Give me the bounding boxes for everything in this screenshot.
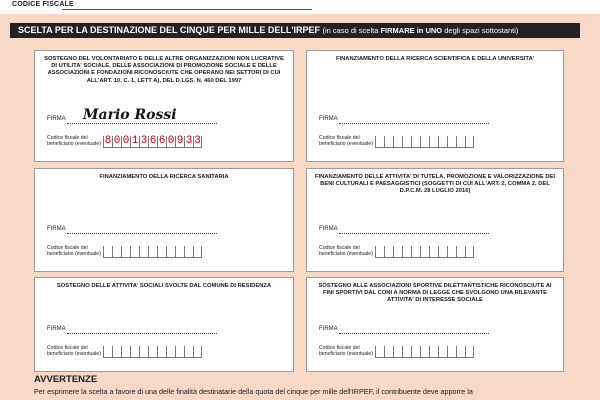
beneficiary-box [34, 168, 294, 272]
beneficiary-box [306, 50, 564, 162]
codice-fiscale-beneficiario-label: Codice fiscale del beneficiario (eventuale) [47, 245, 101, 257]
digit-cell[interactable] [411, 136, 420, 147]
codice-fiscale-field[interactable] [62, 9, 312, 10]
digit-cell[interactable]: 6 [149, 135, 157, 147]
firma-label: FIRMA [319, 326, 338, 332]
firma-label: FIRMA [47, 116, 66, 122]
digit-cell[interactable] [429, 346, 438, 357]
firma-label: FIRMA [319, 226, 338, 232]
section-note: (in caso di scelta FIRMARE in UNO degli spazi sottostanti) [322, 26, 519, 35]
signature-field[interactable] [339, 123, 489, 124]
digit-cell[interactable] [130, 346, 139, 357]
digit-cell[interactable]: 3 [140, 135, 148, 147]
digit-cell[interactable] [384, 346, 393, 357]
digit-cell[interactable] [112, 246, 121, 257]
signature-field[interactable] [339, 233, 489, 234]
digit-cell[interactable]: 0 [167, 135, 175, 147]
digit-cell[interactable] [465, 246, 474, 257]
digit-cell[interactable]: 3 [194, 135, 201, 147]
digit-cell[interactable] [184, 346, 193, 357]
digit-cell[interactable] [130, 246, 139, 257]
signature-field[interactable] [67, 123, 217, 124]
codice-fiscale-digits[interactable] [375, 136, 474, 148]
digit-cell[interactable] [402, 346, 411, 357]
digit-cell[interactable] [148, 346, 157, 357]
digit-cell[interactable] [402, 136, 411, 147]
digit-cell[interactable]: 9 [176, 135, 184, 147]
codice-fiscale-beneficiario-label: Codice fiscale del beneficiario (eventuale) [319, 245, 373, 257]
digit-cell[interactable]: 3 [185, 135, 193, 147]
digit-cell[interactable] [447, 246, 456, 257]
digit-cell[interactable] [438, 136, 447, 147]
digit-cell[interactable] [447, 346, 456, 357]
box-title: SOSTEGNO DEL VOLONTARIATO E DELLE ALTRE ORGANIZZAZIONI NON LUCRATIVE DI UTILITA' SOCIALE, DELLE ASSOCIAZIONI DI PROMOZIONE SOCIALE E DELLE ASSOCIAZIONI E FONDAZIONI RICONOSCIUTE CHE OPERANO NEI SETTORI DI CUI ALL'ART. 10, C. 1, LETT A), DEL D.LGS. N. 460 DEL 1997 [44, 56, 284, 84]
codice-fiscale-digits[interactable] [375, 246, 474, 258]
box-title: SOSTEGNO DELLE ATTIVITA' SOCIALI SVOLTE DAL COMUNE DI RESIDENZA [56, 283, 272, 289]
digit-cell[interactable] [447, 136, 456, 147]
box-title: FINANZIAMENTO DELLA RICERCA SANITARIA [99, 174, 229, 180]
digit-cell[interactable] [148, 246, 157, 257]
codice-fiscale-beneficiario-label: Codice fiscale del beneficiario (eventuale) [47, 135, 101, 147]
digit-cell[interactable] [175, 246, 184, 257]
digit-cell[interactable] [193, 346, 202, 357]
digit-cell[interactable] [139, 246, 148, 257]
beneficiary-box [34, 277, 294, 372]
digit-cell[interactable] [157, 346, 166, 357]
digit-cell[interactable] [103, 246, 112, 257]
digit-cell[interactable] [438, 346, 447, 357]
digit-cell[interactable] [375, 246, 384, 257]
digit-cell[interactable]: 6 [158, 135, 166, 147]
signature-field[interactable] [67, 233, 217, 234]
digit-cell[interactable] [393, 346, 402, 357]
codice-fiscale-digits[interactable] [103, 346, 202, 358]
digit-cell[interactable] [456, 246, 465, 257]
firma-label: FIRMA [319, 116, 338, 122]
signature-field[interactable] [339, 333, 489, 334]
digit-cell[interactable] [393, 246, 402, 257]
digit-cell[interactable] [411, 346, 420, 357]
digit-cell[interactable] [429, 136, 438, 147]
codice-fiscale-label: CODICE FISCALE [12, 1, 74, 8]
avvertenze-text: Per esprimere la scelta a favore di una delle finalità destinatarie della quota del cinque per mille dell'IRPEF, il contribuente deve apporre la [34, 387, 473, 396]
digit-cell[interactable] [402, 246, 411, 257]
digit-cell[interactable] [184, 246, 193, 257]
digit-cell[interactable] [384, 136, 393, 147]
digit-cell[interactable] [375, 136, 384, 147]
avvertenze-title: AVVERTENZE [34, 374, 98, 385]
beneficiary-box [306, 277, 564, 372]
digit-cell[interactable] [465, 136, 474, 147]
digit-cell[interactable] [456, 346, 465, 357]
beneficiary-box [34, 50, 294, 162]
digit-cell[interactable] [121, 246, 130, 257]
codice-fiscale-digits[interactable] [103, 246, 202, 258]
digit-cell[interactable] [166, 346, 175, 357]
digit-cell[interactable] [411, 246, 420, 257]
digit-cell[interactable] [112, 346, 121, 357]
digit-cell[interactable] [139, 346, 148, 357]
top-strip [0, 0, 600, 14]
beneficiary-box [306, 168, 564, 272]
codice-fiscale-digits[interactable] [103, 136, 202, 148]
section-title: SCELTA PER LA DESTINAZIONE DEL CINQUE PER MILLE DELL'IRPEF [18, 25, 320, 35]
digit-cell[interactable] [166, 246, 175, 257]
digit-cell[interactable]: 8 [104, 135, 112, 147]
digit-cell[interactable]: 0 [113, 135, 121, 147]
digit-cell[interactable] [175, 346, 184, 357]
box-title: FINANZIAMENTO DELLA RICERCA SCIENTIFICA E DELLA UNIVERSITA' [335, 56, 535, 62]
digit-cell[interactable] [429, 246, 438, 257]
codice-fiscale-beneficiario-label: Codice fiscale del beneficiario (eventuale) [47, 345, 101, 357]
digit-cell[interactable] [420, 346, 429, 357]
digit-cell[interactable] [157, 246, 166, 257]
digit-cell[interactable] [420, 136, 429, 147]
digit-cell[interactable] [420, 246, 429, 257]
firma-label: FIRMA [47, 226, 66, 232]
digit-cell[interactable]: 1 [131, 135, 139, 147]
digit-cell[interactable] [438, 246, 447, 257]
digit-cell[interactable] [193, 246, 202, 257]
digit-cell[interactable] [384, 246, 393, 257]
box-title: SOSTEGNO ALLE ASSOCIAZIONI SPORTIVE DILETTANTISTICHE RICONOSCIUTE AI FINI SPORTIVI DAL CONI A NORMA DI LEGGE CHE SVOLGONO UNA RILEVANTE ATTIVITA' DI INTERESSE SOCIALE [318, 283, 552, 304]
digit-cell[interactable] [375, 346, 384, 357]
codice-fiscale-digits[interactable] [375, 346, 474, 358]
digit-cell[interactable]: 0 [122, 135, 130, 147]
digit-cell[interactable] [393, 136, 402, 147]
box-title: FINANZIAMENTO DELLE ATTIVITA' DI TUTELA, PROMOZIONE E VALORIZZAZIONE DEI BENI CULTURALI E PAESAGGISTICI (SOGGETTI DI CUI ALL'ART. 2, COMMA 2, DEL D.P.C.M. 28 LUGLIO 2016) [314, 174, 555, 195]
section-header [10, 23, 580, 38]
digit-cell[interactable] [456, 136, 465, 147]
signature-field[interactable] [67, 333, 217, 334]
codice-fiscale-beneficiario-label: Codice fiscale del beneficiario (eventuale) [319, 345, 373, 357]
codice-fiscale-beneficiario-label: Codice fiscale del beneficiario (eventuale) [319, 135, 373, 147]
digit-cell[interactable] [465, 346, 474, 357]
digit-cell[interactable] [121, 346, 130, 357]
digit-cell[interactable] [103, 346, 112, 357]
signature: Mario Rossi [83, 107, 177, 123]
firma-label: FIRMA [47, 326, 66, 332]
